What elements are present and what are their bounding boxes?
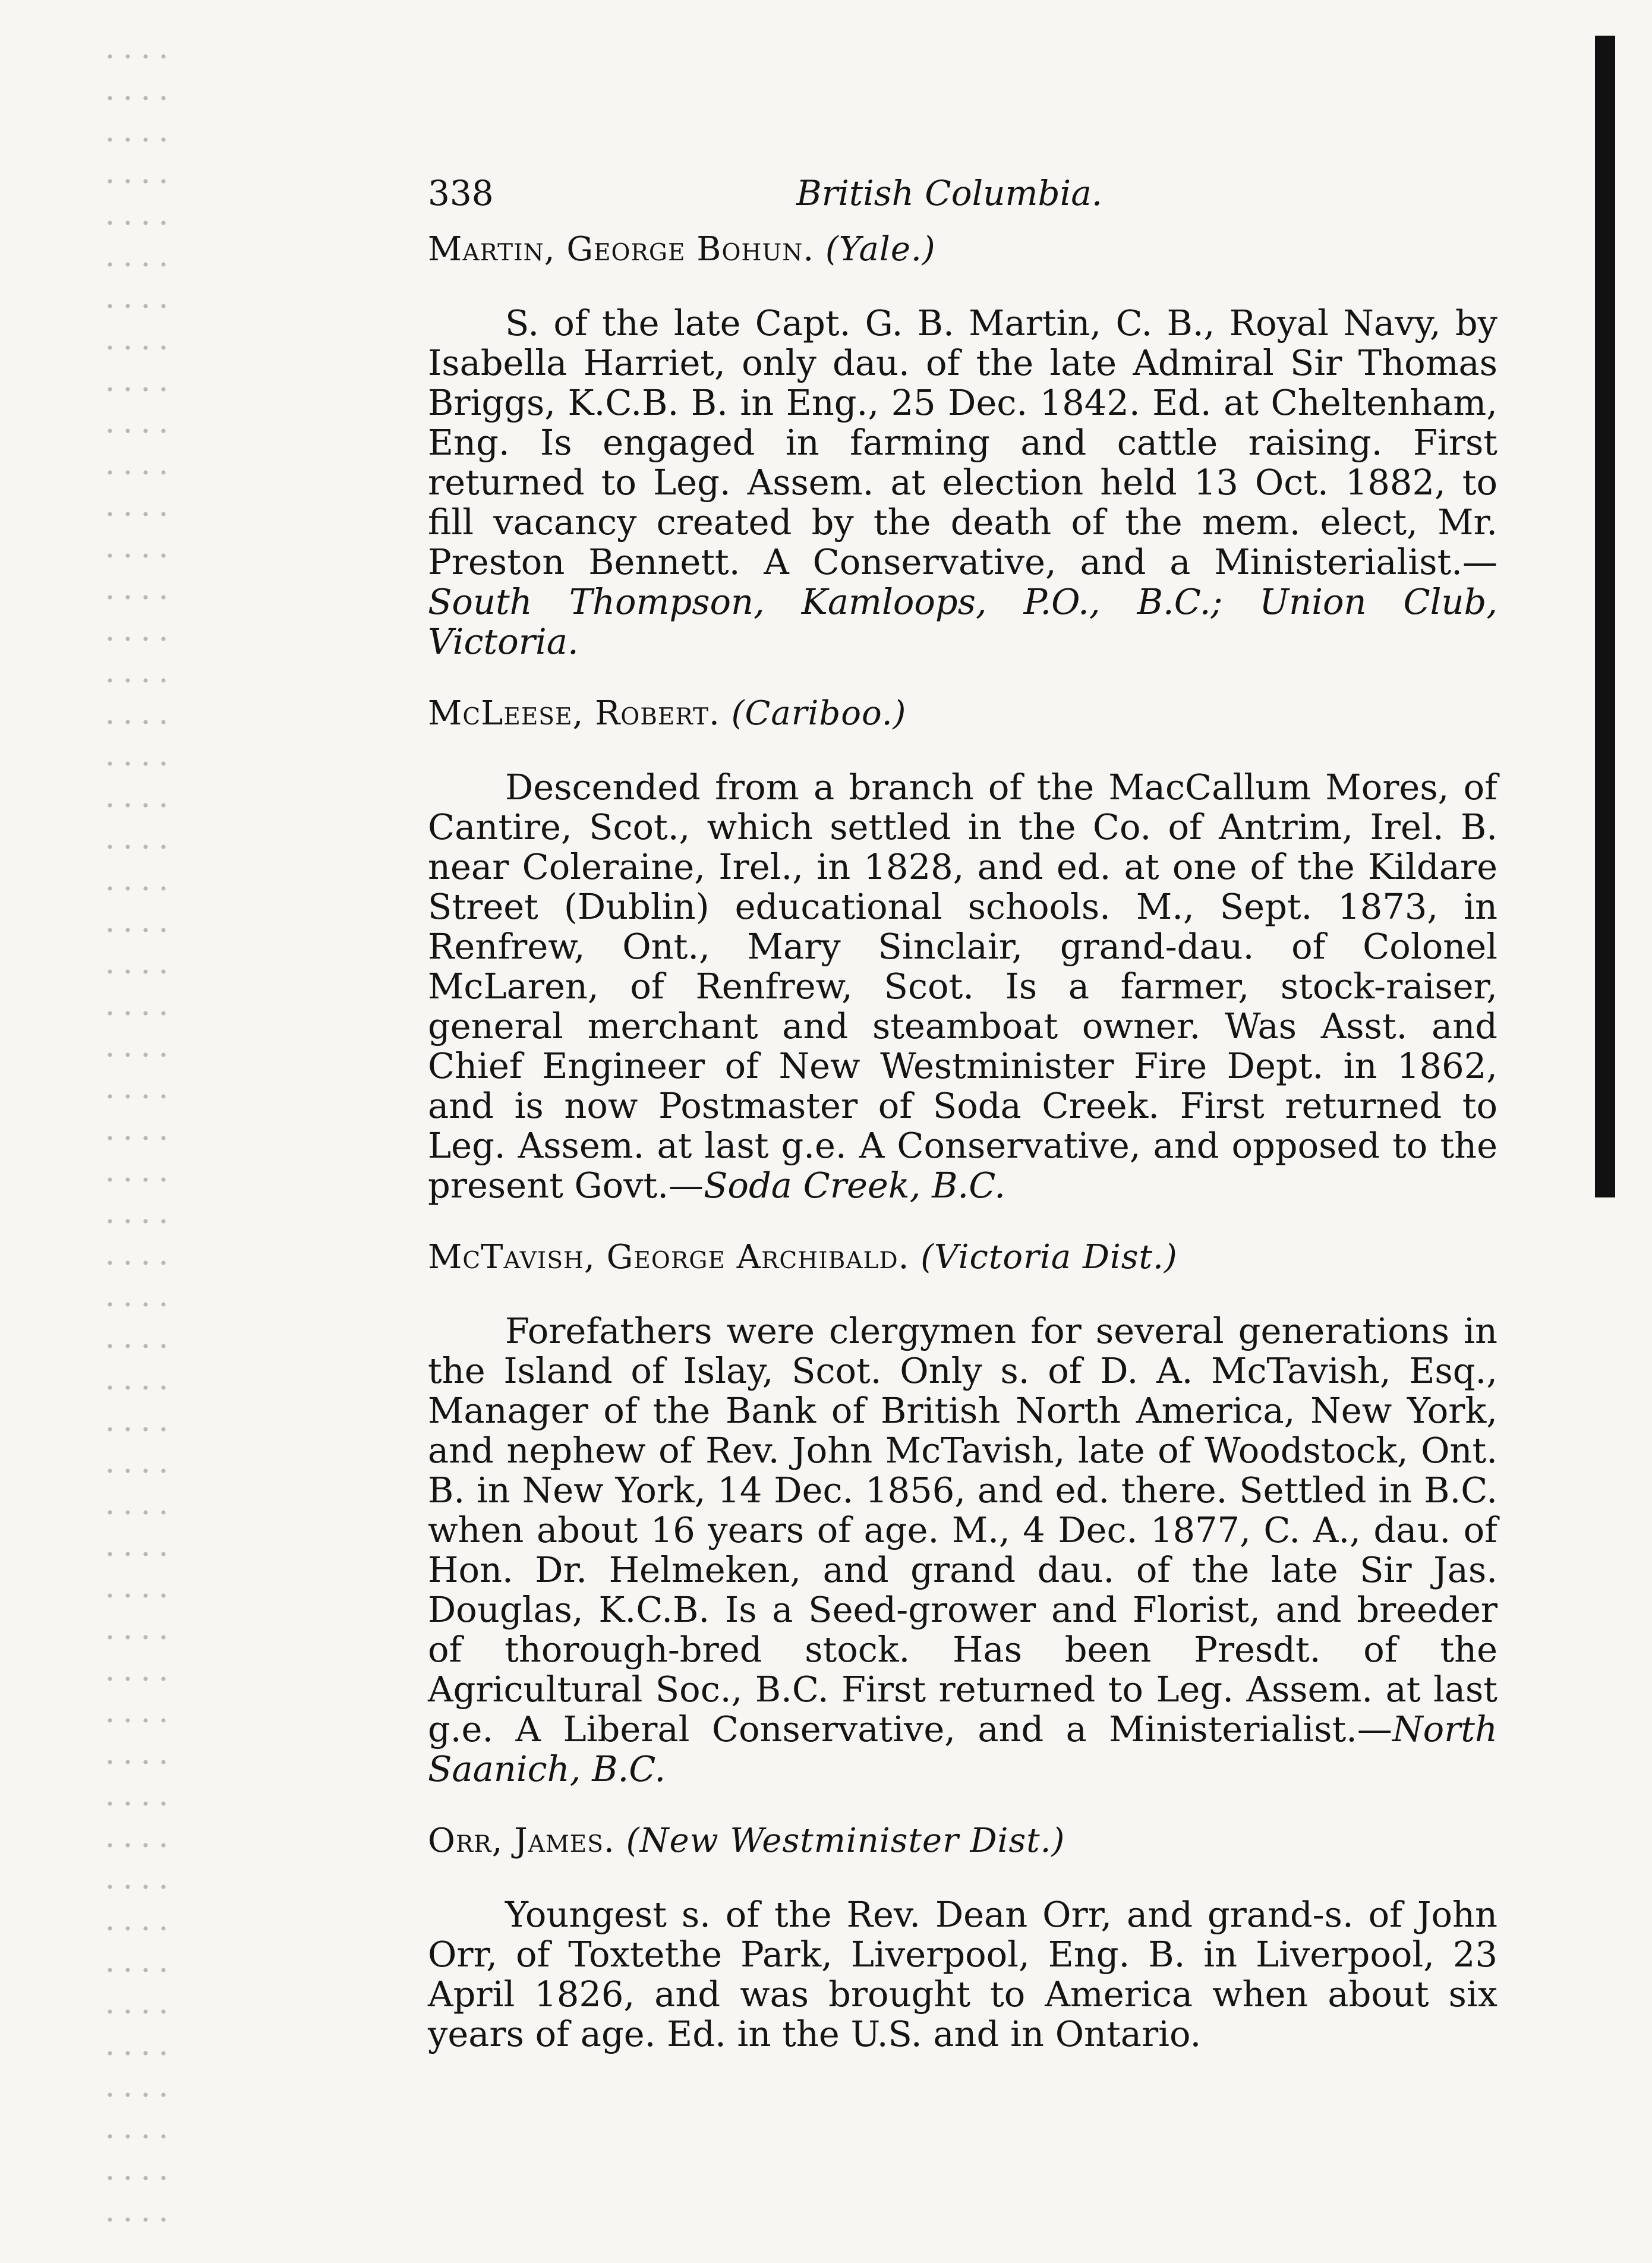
page-number: 338 <box>428 173 494 213</box>
entry-name: Orr, James. <box>428 1821 615 1860</box>
scan-margin-specks <box>101 36 172 2234</box>
running-title: British Columbia. <box>796 173 1103 213</box>
entry-text: S. of the late Capt. G. B. Martin, C. B., Royal Navy, by Isabella Harriet, only dau. of the late Admiral Sir Thomas Briggs, K.C.B. B. in Eng., 25 Dec. 1842. Ed. at Cheltenham, Eng. Is engaged in farming and cattle raising. First returned to Leg. Assem. at election held 13 Oct. 1882, to fill vacancy created by the death of the mem. elect, Mr. Preston Bennett. A Conservative, and a Ministerialist.— <box>428 302 1497 582</box>
entry-text: Descended from a branch of the MacCallum Mores, of Cantire, Scot., which settled in the Co. of Antrim, Irel. B. near Coleraine, Irel., in 1828, and ed. at one of the Kildare Street (Dublin) educational schools. M., Sept. 1873, in Renfrew, Ont., Mary Sinclair, grand-dau. of Colonel McLaren, of Renfrew, Scot. Is a farmer, stock-raiser, general merchant and steamboat owner. Was Asst. and Chief Engineer of New Westminister Fire Dept. in 1862, and is now Postmaster of Soda Creek. First returned to Leg. Assem. at last g.e. A Conservative, and opposed to the present Govt.— <box>428 767 1497 1206</box>
running-head <box>428 160 1497 226</box>
entry-name: Martin, George Bohun. <box>428 230 815 269</box>
entry-orr <box>428 1817 1497 2054</box>
entry-mctavish <box>428 1234 1497 1789</box>
entry-body <box>428 1895 1497 2054</box>
entry-heading <box>428 690 1497 737</box>
entry-body <box>428 1311 1497 1789</box>
entry-address: South Thompson, Kamloops, P.O., B.C.; Union Club, Victoria. <box>428 581 1497 662</box>
entry-district: (New Westminister Dist.) <box>626 1821 1065 1860</box>
entry-body <box>428 303 1497 661</box>
entry-name: McTavish, George Archibald. <box>428 1238 910 1277</box>
entry-district: (Victoria Dist.) <box>920 1238 1178 1277</box>
entry-heading <box>428 1234 1497 1281</box>
scan-binding-shadow <box>1595 36 1615 1197</box>
entry-text: Forefathers were clergymen for several generations in the Island of Islay, Scot. Only s. of D. A. McTavish, Esq., Manager of the Bank of British North America, New York, and nephew of Rev. John McTavish, late of Woodstock, Ont. B. in New York, 14 Dec. 1856, and ed. there. Settled in B.C. when about 16 years of age. M., 4 Dec. 1877, C. A., dau. of Hon. Dr. Helmeken, and grand dau. of the late Sir Jas. Douglas, K.C.B. Is a Seed-grower and Florist, and breeder of thorough-bred stock. Has been Presdt. of the Agricultural Soc., B.C. First returned to Leg. Assem. at last g.e. A Liberal Conservative, and a Ministerialist.— <box>428 1310 1497 1750</box>
entry-martin <box>428 226 1497 661</box>
entry-heading <box>428 1817 1497 1865</box>
entry-heading <box>428 226 1497 273</box>
entry-address: Soda Creek, B.C. <box>704 1165 1005 1206</box>
entry-district: (Yale.) <box>825 230 936 269</box>
book-page <box>428 160 1497 2082</box>
entry-name: McLeese, Robert. <box>428 694 720 733</box>
entry-mcleese <box>428 690 1497 1205</box>
entry-body <box>428 767 1497 1205</box>
entry-address: North Saanich, B.C. <box>428 1709 1497 1789</box>
entry-text: Youngest s. of the Rev. Dean Orr, and grand-s. of John Orr, of Toxtethe Park, Liverpool, Eng. B. in Liverpool, 23 April 1826, and was brought to America when about six years of age. Ed. in the U.S. and in Ontario. <box>428 1894 1497 2054</box>
entry-district: (Cariboo.) <box>731 694 907 733</box>
